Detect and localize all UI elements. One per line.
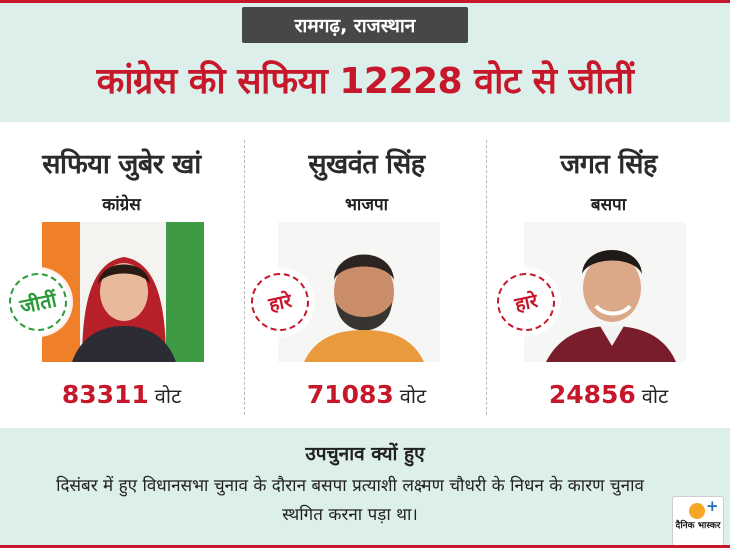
candidate-card-bsp bbox=[487, 122, 730, 428]
vote-number: 71083 bbox=[306, 380, 394, 409]
candidates-panel bbox=[0, 122, 730, 428]
lost-badge bbox=[248, 270, 312, 334]
badge-label: जीतीं bbox=[4, 268, 73, 337]
vote-number: 24856 bbox=[548, 380, 636, 409]
badge-label: हारे bbox=[246, 268, 315, 337]
candidate-name: सफिया जुबेर खां bbox=[42, 149, 201, 180]
vote-unit: वोट bbox=[399, 384, 427, 408]
vote-count bbox=[0, 380, 243, 409]
logo-text: दैनिक भास्कर bbox=[675, 521, 721, 531]
vote-count bbox=[487, 380, 730, 409]
explainer-section bbox=[0, 430, 730, 545]
candidate-party: कांग्रेस bbox=[102, 195, 141, 215]
candidate-party: बसपा bbox=[590, 195, 627, 215]
badge-label: हारे bbox=[492, 268, 561, 337]
candidate-name: सुखवंत सिंह bbox=[308, 149, 425, 180]
header bbox=[0, 3, 730, 120]
won-badge bbox=[6, 270, 70, 334]
dainik-bhaskar-logo bbox=[672, 496, 724, 546]
vote-unit: वोट bbox=[641, 384, 669, 408]
candidate-name: जगत सिंह bbox=[560, 149, 657, 180]
vote-count bbox=[245, 380, 488, 409]
vote-unit: वोट bbox=[154, 384, 182, 408]
lost-badge bbox=[494, 270, 558, 334]
headline: कांग्रेस की सफिया 12228 वोट से जीतीं bbox=[96, 61, 634, 102]
plus-icon: + bbox=[706, 497, 719, 515]
location-tag: रामगढ़, राजस्थान bbox=[242, 7, 468, 43]
candidate-card-bjp bbox=[245, 122, 488, 428]
explainer-text: दिसंबर में हुए विधानसभा चुनाव के दौरान बसपा प्रत्याशी लक्ष्मण चौधरी के निधन के कारण चुनाव स्थगित करना पड़ा था। bbox=[56, 476, 644, 525]
sun-icon bbox=[689, 503, 705, 519]
candidate-card-congress bbox=[0, 122, 243, 428]
vote-number: 83311 bbox=[61, 380, 149, 409]
explainer-title: उपचुनाव क्यों हुए bbox=[305, 443, 425, 465]
candidate-party: भाजपा bbox=[344, 195, 389, 215]
